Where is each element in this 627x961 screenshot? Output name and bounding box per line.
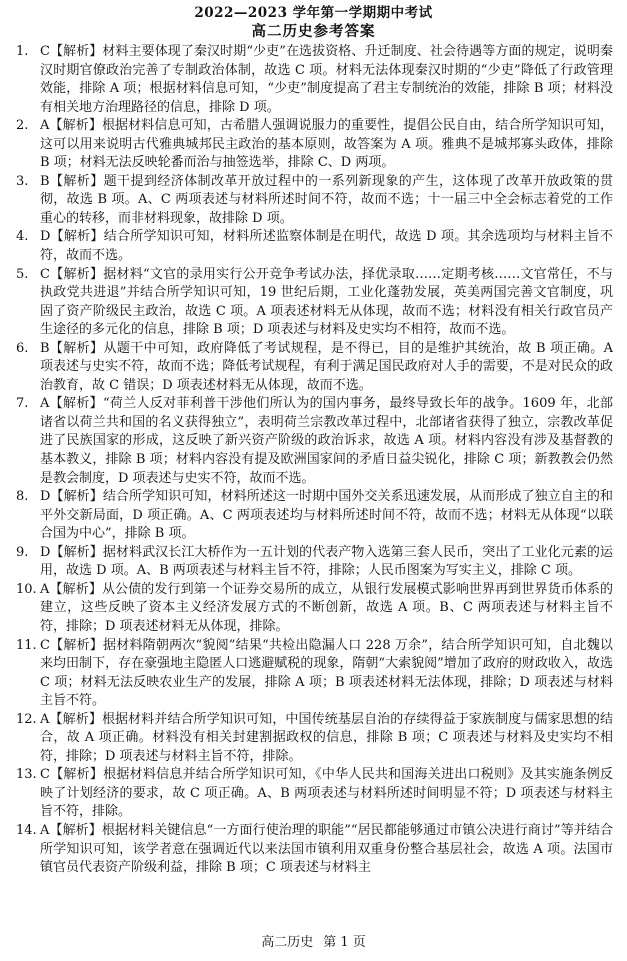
answer-item <box>14 637 613 711</box>
answer-key: A【解析】 <box>40 711 102 727</box>
answer-explanation: 根据材料信息可知，古希腊人强调说服力的重要性，提倡公民自由，结合所学知识可知，这可以用来说明古代雅典城邦民主政治的基本原则，故答案为 A 项。雅典不是城邦寡头政体，排除 B 项；材料无法反映轮番而治与抽签选举，排除 C、D 两项。 <box>40 118 613 171</box>
footer-subject: 高二历史 <box>261 935 314 950</box>
answer-explanation: “荷兰人反对菲利普干涉他们所认为的国内事务，最终导致长年的战争。1609 年，北部诸省以荷兰共和国的名义获得独立”，表明荷兰宗教改革过程中，北部诸省获得了独立，宗教改革促进了民族国家的形成，这反映了新兴资产阶级的政治诉求，故选 A 项。材料内容没有涉及基督教的基本教义，排除 B 项；材料内容没有提及欧洲国家间的矛盾日益尖锐化，排除 C 项；新教教会仍然是教会制度，D 项表述与史实不符，故而不选。 <box>40 396 613 486</box>
answer-body <box>40 637 613 711</box>
question-number: 11. <box>16 637 37 653</box>
question-number: 10. <box>16 581 37 597</box>
answer-explanation: 材料主要体现了秦汉时期“少吏”在选拔资格、升迁制度、社会待遇等方面的规定，说明秦汉时期官僚政治完善了专制政治体制，故选 C 项。材料无法体现秦汉时期的“少吏”降低了行政管理效能，排除 A 项；根据材料信息可知，“少吏”制度提高了君主专制统治的效能，排除 B 项；材料没有相关地方治理路径的信息，排除 D 项。 <box>40 44 613 115</box>
answer-item <box>14 822 613 878</box>
answer-explanation: 根据材料关键信息“一方面行使治理的职能”“居民都能够通过市镇公决进行商讨”等并结合所学知识可知，该学者意在强调近代以来法国市镇利用双重身份整合基层社会，故选 A 项。法国市镇官员代表资产阶级利益，排除 B 项；C 项表述与材料主 <box>40 822 614 876</box>
answer-item <box>14 117 613 173</box>
answer-body <box>40 228 613 265</box>
answer-item <box>14 266 613 340</box>
document-title: 2022—2023 学年第一学期期中考试 <box>194 5 433 21</box>
question-number: 14. <box>16 822 37 838</box>
answer-body <box>40 43 613 117</box>
answer-item <box>14 395 613 488</box>
answer-key: D【解析】 <box>40 229 104 245</box>
question-number: 7. <box>16 396 29 412</box>
answer-item <box>14 43 613 117</box>
answer-explanation: 从公债的发行到第一个证券交易所的成立，从银行发展模式影响世界再到世界货币体系的建立，这些反映了资本主义经济发展方式的不断创新，故选 A 项。B、C 两项表述与材料主旨不符，排除；D 项表述材料无从体现，排除。 <box>40 581 613 634</box>
answer-key: A【解析】 <box>40 118 102 134</box>
question-number: 5. <box>16 266 29 282</box>
page-footer <box>0 934 627 952</box>
answer-key: C【解析】 <box>40 266 104 282</box>
answer-item <box>14 766 613 822</box>
answer-body <box>40 581 613 637</box>
answer-item <box>14 488 613 544</box>
answer-key: A【解析】 <box>40 396 103 412</box>
question-number: 13. <box>16 767 37 783</box>
answer-key: C【解析】 <box>40 44 103 59</box>
answer-key: C【解析】 <box>40 637 104 653</box>
question-number: 12. <box>16 711 37 727</box>
footer-page-number: 第 1 页 <box>323 935 366 950</box>
question-number: 8. <box>16 489 29 505</box>
answer-key: D【解析】 <box>40 489 103 505</box>
answer-explanation: 根据材料并结合所学知识可知，中国传统基层自治的存续得益于家族制度与儒家思想的结合，故 A 项正确。材料没有相关封建割据政权的信息，排除 B 项；C 项表述与材料及史实均不相符，排除；D 项表述与材料主旨不符，排除。 <box>40 711 613 764</box>
answer-body <box>40 711 613 767</box>
answer-body <box>40 822 613 878</box>
question-number: 4. <box>16 229 29 245</box>
answer-body <box>40 488 613 544</box>
answer-list <box>14 43 613 878</box>
answer-item <box>14 711 613 767</box>
answer-body <box>40 266 613 340</box>
answer-item <box>14 581 613 637</box>
answer-key: D【解析】 <box>40 544 103 560</box>
question-number: 9. <box>16 544 29 560</box>
answer-key: B【解析】 <box>40 173 104 189</box>
question-number: 2. <box>16 118 29 134</box>
answer-item <box>14 173 613 229</box>
answer-item <box>14 544 613 581</box>
answer-key: C【解析】 <box>40 767 104 783</box>
answer-body <box>40 766 613 822</box>
answer-body <box>40 340 613 396</box>
question-number: 3. <box>16 173 29 189</box>
answer-body <box>40 173 613 229</box>
answer-explanation: 据材料武汉长江大桥作为一五计划的代表产物入选第三套人民币，突出了工业化元素的运用，故选 D 项。A、B 两项表述与材料主旨不符，排除；人民币图案为写实主义，排除 C 项。 <box>40 544 613 579</box>
answer-key: A【解析】 <box>40 581 102 597</box>
answer-explanation: 题干提到经济体制改革开放过程中的一系列新现象的产生，这体现了改革开放政策的贯彻，故选 B 项。A、C 两项表述与材料所述时间不符，故而不选；十一届三中全会标志着党的工作重心的转移，而非材料现象，故排除 D 项。 <box>40 173 613 226</box>
answer-item <box>14 340 613 396</box>
answer-explanation: 据材料“文官的录用实行公开竞争考试办法，择优录取……定期考核……文官常任，不与执政党共进退”并结合所学知识可知，19 世纪后期，工业化蓬勃发展，英美两国完善文官制度，巩固了资产阶级民主政治，故选 C 项。A 项表述材料无从体现，故而不选；材料没有相关行政官员产生途径的多元化的信息，排除 B 项；D 项表述与材料及史实均不相符，故而不选。 <box>40 266 613 338</box>
document-subtitle: 高二历史参考答案 <box>251 23 376 40</box>
answer-item <box>14 228 613 265</box>
question-number: 1. <box>16 44 29 59</box>
answer-body <box>40 544 613 581</box>
answer-key: A【解析】 <box>40 822 102 838</box>
question-number: 6. <box>16 340 29 356</box>
answer-explanation: 结合所学知识可知，材料所述监察体制是在明代，故选 D 项。其余选项均与材料主旨不符，故而不选。 <box>40 229 613 264</box>
answer-explanation: 根据材料信息并结合所学知识可知，《中华人民共和国海关进出口税则》及其实施条例反映了计划经济的要求，故 C 项正确。A、B 两项表述与材料所述时间明显不符；D 项表述与材料主旨不符，排除。 <box>40 767 613 820</box>
answer-explanation: 据材料隋朝两次“貌阅”结果“共检出隐漏人口 228 万余”，结合所学知识可知，自北魏以来均田制下，存在豪强地主隐匿人口逃避赋税的现象，隋朝“大索貌阅”增加了政府的财政收入，故选 C 项；材料无法反映农业生产的发展，排除 A 项；B 项表述材料无法体现，排除；D 项表述与材料主旨不符。 <box>40 637 613 709</box>
answer-key: B【解析】 <box>40 340 104 356</box>
answer-explanation: 结合所学知识可知，材料所述这一时期中国外交关系迅速发展，从而形成了独立自主的和平外交新局面，D 项正确。A、C 两项表述均与材料所述时间不符，故而不选；材料无从体现“以联合国为中心”，排除 B 项。 <box>40 489 613 542</box>
answer-body <box>40 395 613 488</box>
answer-explanation: 从题干中可知，政府降低了考试规程，是不得已，目的是维护其统治，故 B 项正确。A 项表述与史实不符，故而不选；降低考试规程，有利于满足国民政府对人手的需要，不是对民众的政治教育，故 C 错误；D 项表述材料无从体现，故而不选。 <box>40 340 613 393</box>
answer-body <box>40 117 613 173</box>
